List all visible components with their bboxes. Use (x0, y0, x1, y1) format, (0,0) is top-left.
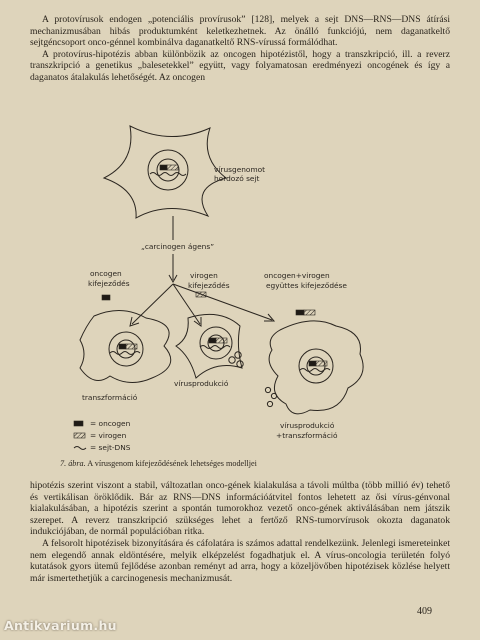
label-cell-line2: hordozó sejt (214, 174, 260, 183)
text-block-bottom (30, 480, 450, 584)
page-number: 409 (417, 606, 432, 617)
paragraph: A felsorolt hipotézisek bizonyítására és cáfolatára is számos adattal rendelkezünk. Jelenlegi ismereteinket nem elegendő annak eldöntésére, melyik elképzelést fogadhatjuk el. A vírus-oncologia területén folyó kutatások gyors ütemű fejlődése azonban reményt ad arra, hogy a közeljövőben hipotézisek közlése helyett már ismertethetjük a carcinogenesis mechanizmusát. (30, 537, 450, 584)
figure-caption-text: A vírusgenom kifejeződésének lehetséges modelljei (85, 459, 257, 468)
label-carcinogen-agent: „carcinogen ágens” (141, 242, 215, 251)
label-cell-line1: vírusgenomot (214, 165, 266, 174)
label-branch2-line1: virogen (190, 271, 218, 280)
label-branch1-line1: oncogen (90, 269, 122, 278)
figure-caption (60, 459, 440, 468)
label-branch1-line2: kifejeződés (88, 279, 130, 288)
figure-virus-genome-models (40, 118, 440, 454)
label-branch3-line2: együttes kifejeződése (266, 281, 347, 290)
label-branch3-line1: oncogen+virogen (264, 271, 330, 280)
label-result3-line1: vírusprodukció (280, 421, 335, 430)
paragraph: A protovírus-hipotézis abban különbözik az oncogen hipotézistől, hogy a transzkripció, ill. a reverz transzkripció a genetikus „balesetekkel” együtt, vagy folyamatosan eredményezi oncogének és így a daganatos átalakulás lehetőségét. Az oncogen (30, 48, 450, 83)
figure-number: 7. ábra. (60, 459, 86, 468)
paragraph: A protovírusok endogen „potenciális provírusok” [128], melyek a sejt DNS—RNS—DNS átírási mechanizmusában hibás produktumként keletkezhetnek. Az önálló funkciójú, nem daganatkeltő sejtgéncsoport onco-génnel kombinálva daganatkeltő RNS-vírussá formálódhat. (30, 14, 450, 49)
paragraph: hipotézis szerint viszont a stabil, változatlan onco-gének kialakulása a távoli múltba (több millió év) tehető és vertikálisan öröklődik. Bár az RNS—DNS információátvitel fontos lehetett az ősi vírus-génvonal kialakulásában, a hipotézis szerint a spontán tumorokhoz vezető onco-gének aktiválásában nem játszik szerepet. A reverz transzkripció szükséges lehet a fertőző RNS-tumorvírusok okozta daganatok indukciójában, de normál populációban ritka. (30, 480, 450, 538)
watermark-logo: Antikvarium.hu (4, 618, 117, 633)
label-result3-line2: +transzformáció (276, 431, 338, 440)
label-result-transformation: transzformáció (82, 393, 138, 402)
label-result-virus-production: vírusprodukció (174, 379, 229, 388)
cell-virus-production-transformation-outline (269, 321, 363, 414)
legend-virogen: = virogen (90, 431, 127, 440)
label-branch2-line2: kifejeződés (188, 281, 230, 290)
text-block-top (30, 14, 450, 84)
legend-oncogen: = oncogen (90, 419, 131, 428)
figure-diagram (40, 118, 440, 454)
legend-sejt-dns: = sejt-DNS (90, 443, 131, 452)
